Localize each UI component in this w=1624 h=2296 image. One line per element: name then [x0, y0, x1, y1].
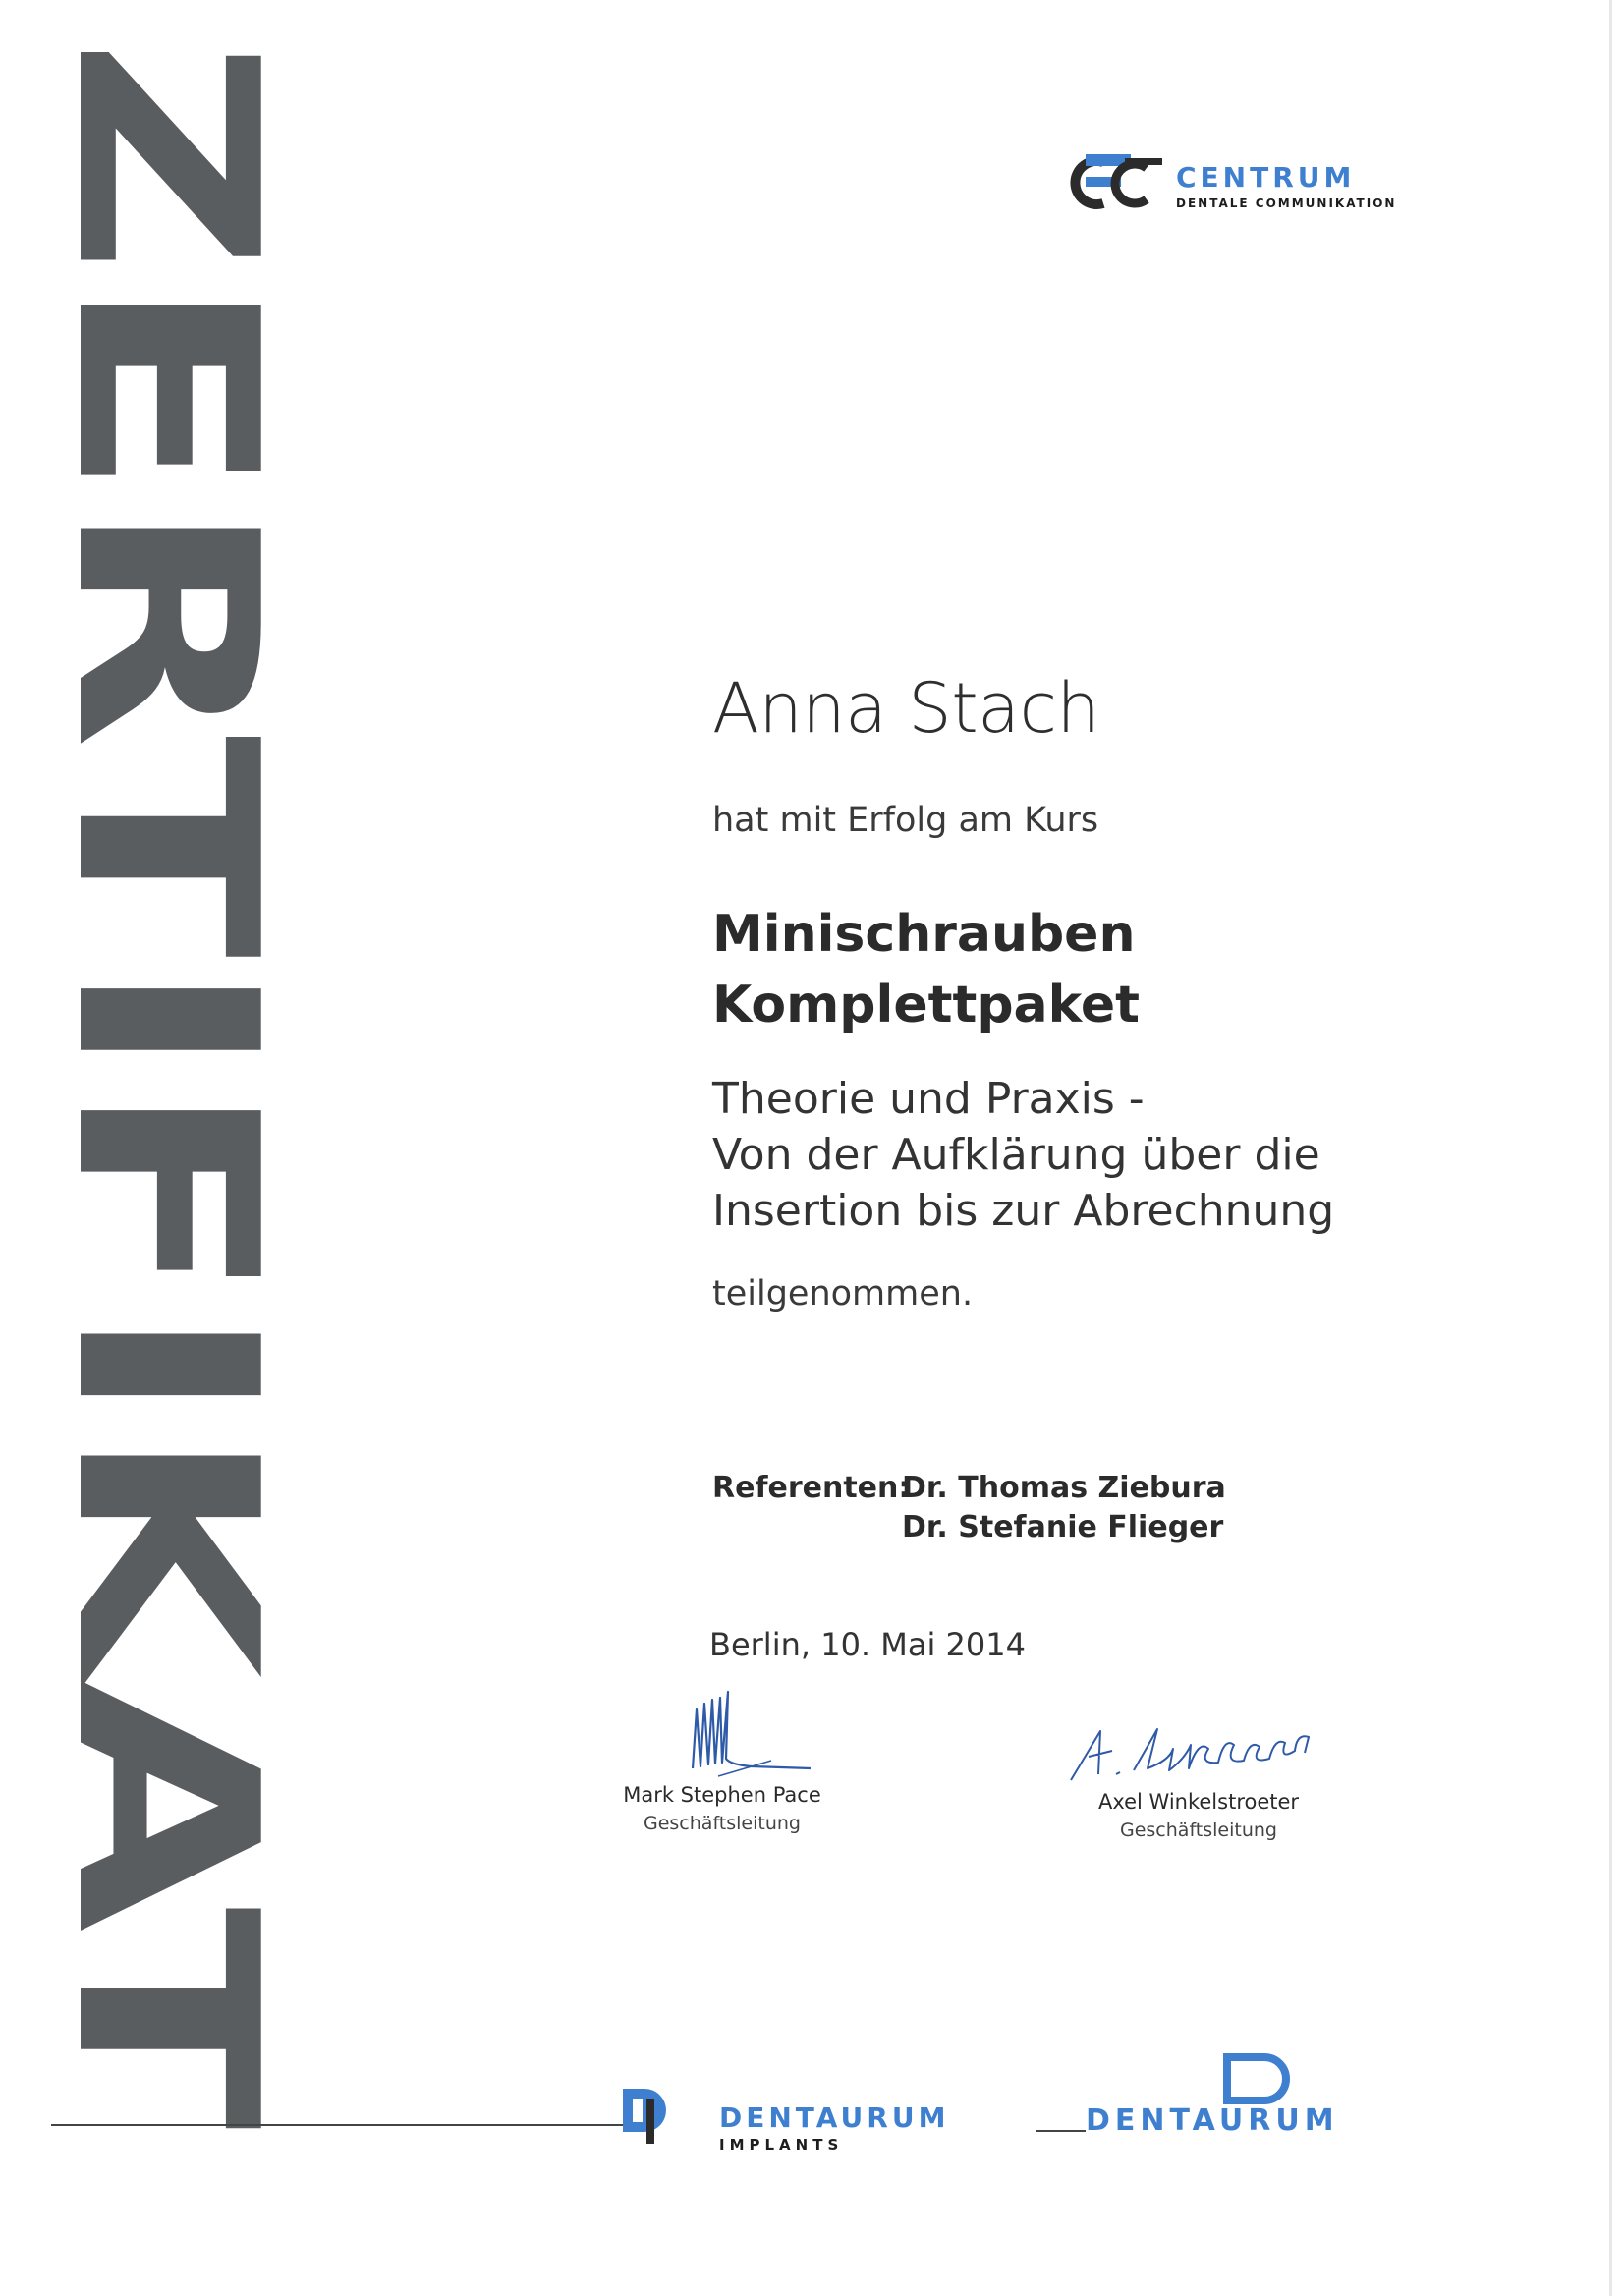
vertical-title-text: ZERTIFIKAT — [22, 37, 309, 1621]
signature-name-right: Axel Winkelstroeter — [1097, 1790, 1300, 1814]
speaker-name: Dr. Stefanie Flieger — [902, 1510, 1224, 1544]
footer-rule — [51, 2124, 629, 2126]
course-title — [712, 899, 1557, 1040]
vertical-title — [22, 37, 309, 2130]
course-subtitle-line: Theorie und Praxis - — [712, 1074, 1145, 1124]
dentaurum-implants-name: DENTAURUM — [719, 2101, 950, 2134]
signature-block-right — [1071, 1709, 1326, 1841]
course-subtitle — [712, 1071, 1557, 1239]
scan-edge — [1609, 0, 1612, 2296]
signature-block-left — [604, 1670, 840, 1834]
closing-text: teilgenommen. — [712, 1274, 974, 1314]
place-date: Berlin, 10. Mai 2014 — [709, 1626, 1026, 1663]
dentaurum-name: DENTAURUM — [1086, 2103, 1339, 2138]
dentaurum-implants-logo-mark — [621, 2085, 670, 2144]
course-subtitle-line: Insertion bis zur Abrechnung — [712, 1186, 1335, 1236]
speaker-name: Dr. Thomas Ziebura — [902, 1471, 1226, 1505]
course-subtitle-line: Von der Aufklärung über die — [712, 1130, 1320, 1180]
centrum-logo — [1056, 152, 1469, 221]
recipient-name: Anna Stach — [712, 668, 1100, 749]
footer-rule — [1036, 2130, 1086, 2132]
handwritten-signature-right — [1051, 1709, 1346, 1790]
signature-role-left: Geschäftsleitung — [644, 1813, 801, 1834]
handwritten-signature-left — [624, 1670, 820, 1783]
intro-text: hat mit Erfolg am Kurs — [712, 801, 1099, 840]
centrum-logo-name: CENTRUM — [1176, 161, 1356, 194]
dentaurum-logo-mark — [1221, 2053, 1308, 2102]
speakers — [712, 1469, 1226, 1547]
centrum-logo-tagline: DENTALE COMMUNIKATION — [1176, 196, 1397, 210]
dentaurum-logo — [1086, 2053, 1449, 2138]
course-title-line: Komplettpaket — [712, 976, 1140, 1035]
signature-name-left: Mark Stephen Pace — [623, 1783, 821, 1807]
dentaurum-implants-logo — [621, 2085, 1034, 2154]
signature-role-right: Geschäftsleitung — [1120, 1820, 1277, 1841]
centrum-logo-mark — [1056, 152, 1164, 213]
dentaurum-implants-tag: IMPLANTS — [719, 2136, 844, 2154]
speakers-label: Referenten: — [712, 1471, 911, 1505]
course-title-line: Minischrauben — [712, 905, 1136, 964]
